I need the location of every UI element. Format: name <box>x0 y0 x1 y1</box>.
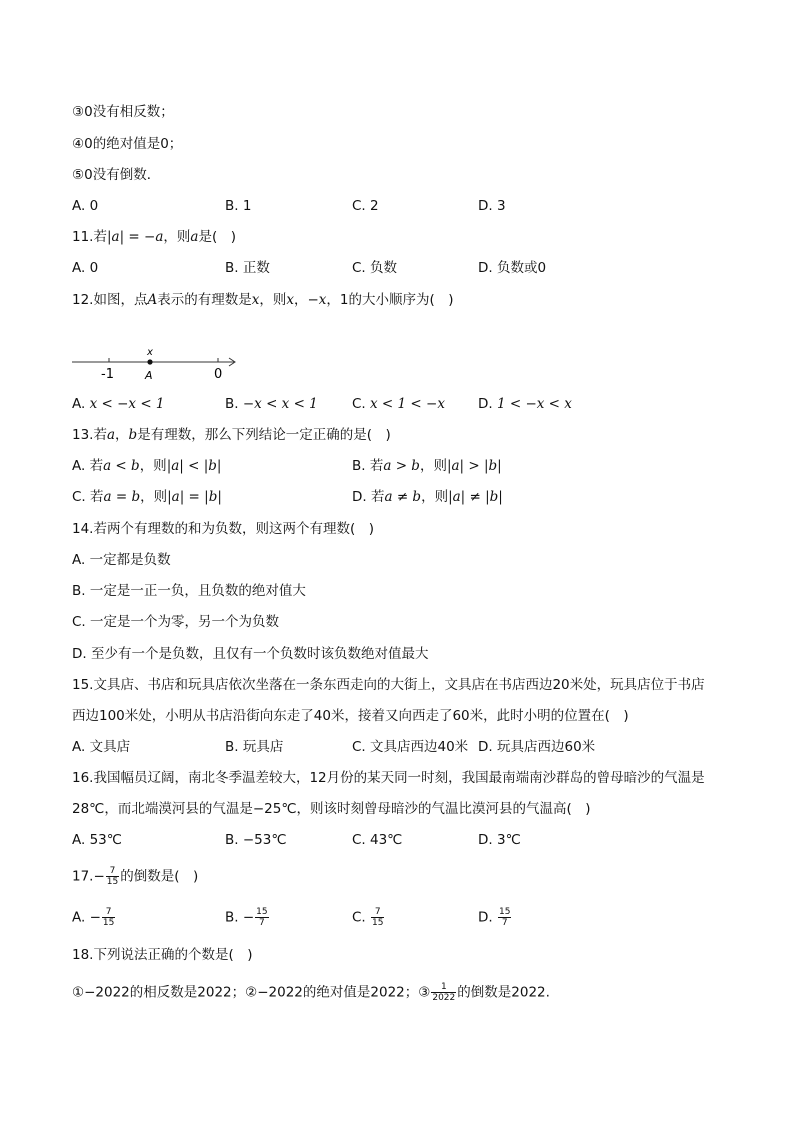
option-d: D. 1 < −x < x <box>478 396 572 412</box>
question-18-statements: ①−2022的相反数是2022；②−2022的绝对值是2022；③ $\frac{1}{2022}$ 的倒数是2022. <box>72 982 550 1003</box>
statement-4: ④0的绝对值是0； <box>72 136 183 152</box>
option-c: C. 文具店西边40米 <box>352 739 469 755</box>
option-d: D. 3℃ <box>478 832 521 848</box>
option-c: C. 负数 <box>352 260 398 276</box>
tick-label-minus-one: -1 <box>101 367 114 382</box>
option-a: A. 一定都是负数 <box>72 552 171 568</box>
option-b: B. 玩具店 <box>225 739 284 755</box>
option-d: D. $\frac{15}{7}$ <box>478 907 511 928</box>
point-a-label: A <box>145 369 153 382</box>
option-d: D. 玩具店西边60米 <box>478 739 596 755</box>
option-b: B. 1 <box>225 198 252 214</box>
option-c: C. 若a = b，则|a| = |b| <box>72 489 222 505</box>
fraction: $\frac{7}{15}$ <box>106 866 119 887</box>
option-a: A. x < −x < 1 <box>72 396 165 412</box>
option-d: D. 负数或0 <box>478 260 547 276</box>
option-a: A. 若a < b，则|a| < |b| <box>72 458 222 474</box>
option-c: C. x < 1 < −x <box>352 396 445 412</box>
option-b: B. −x < x < 1 <box>225 396 318 412</box>
option-d: D. 至少有一个是负数，且仅有一个负数时该负数绝对值最大 <box>72 646 429 662</box>
statement-5: ⑤0没有倒数． <box>72 167 161 183</box>
question-15-stem-line-1: 15.文具店、书店和玩具店依次坐落在一条东西走向的大街上，文具店在书店西边20米处，玩具店位于书店 <box>72 677 705 693</box>
option-a: A. 文具店 <box>72 739 131 755</box>
question-12-stem: 12.如图，点A表示的有理数是x，则x，−x，1的大小顺序为( ) <box>72 292 454 308</box>
question-number: 11. <box>72 229 94 245</box>
option-b: B. 一定是一正一负，且负数的绝对值大 <box>72 583 306 599</box>
option-a: A. 53℃ <box>72 832 122 848</box>
question-15-stem-line-2: 西边100米处，小明从书店沿街向东走了40米，接着又向西走了60米，此时小明的位置在( ) <box>72 708 629 724</box>
option-b: B. 若a > b，则|a| > |b| <box>352 458 502 474</box>
option-b: B. 正数 <box>225 260 270 276</box>
statement-3: ③0没有相反数； <box>72 104 174 120</box>
option-d: D. 若a ≠ b，则|a| ≠ |b| <box>352 489 503 505</box>
question-13-stem: 13.若a，b是有理数，那么下列结论一定正确的是( ) <box>72 427 391 443</box>
question-11-stem: 11.若|a| = −a，则a是( ) <box>72 229 236 245</box>
question-14-stem: 14.若两个有理数的和为负数，则这两个有理数( ) <box>72 521 375 537</box>
point-variable-label: x <box>147 347 153 358</box>
option-b: B. −53℃ <box>225 832 287 848</box>
number-line-figure <box>68 340 243 384</box>
option-c: C. $\frac{7}{15}$ <box>352 907 384 928</box>
question-16-stem-line-1: 16.我国幅员辽阔，南北冬季温差较大，12月份的某天同一时刻，我国最南端南沙群岛的曾母暗沙的气温是 <box>72 770 705 786</box>
option-a: A. 0 <box>72 198 99 214</box>
option-d: D. 3 <box>478 198 506 214</box>
option-c: C. 2 <box>352 198 379 214</box>
question-number: 17. <box>72 868 94 885</box>
option-c: C. 一定是一个为零，另一个为负数 <box>72 614 280 630</box>
tick-label-zero: 0 <box>214 367 223 382</box>
question-16-stem-line-2: 28℃，而北端漠河县的气温是−25℃，则该时刻曾母暗沙的气温比漠河县的气温高( ) <box>72 801 591 817</box>
option-c: C. 43℃ <box>352 832 403 848</box>
option-a: A. 0 <box>72 260 99 276</box>
question-17-stem: 17.− $\frac{7}{15}$ 的倒数是( ) <box>72 866 199 887</box>
equation: |a| = −a <box>106 229 164 245</box>
option-a: A. − $\frac{7}{15}$ <box>72 907 115 928</box>
question-18-stem: 18.下列说法正确的个数是( ) <box>72 947 253 963</box>
question-number: 13. <box>72 427 94 443</box>
option-b: B. − $\frac{15}{7}$ <box>225 907 268 928</box>
point-a-dot <box>147 359 152 364</box>
fraction: $\frac{1}{2022}$ <box>432 982 456 1003</box>
question-number: 12. <box>72 292 94 308</box>
